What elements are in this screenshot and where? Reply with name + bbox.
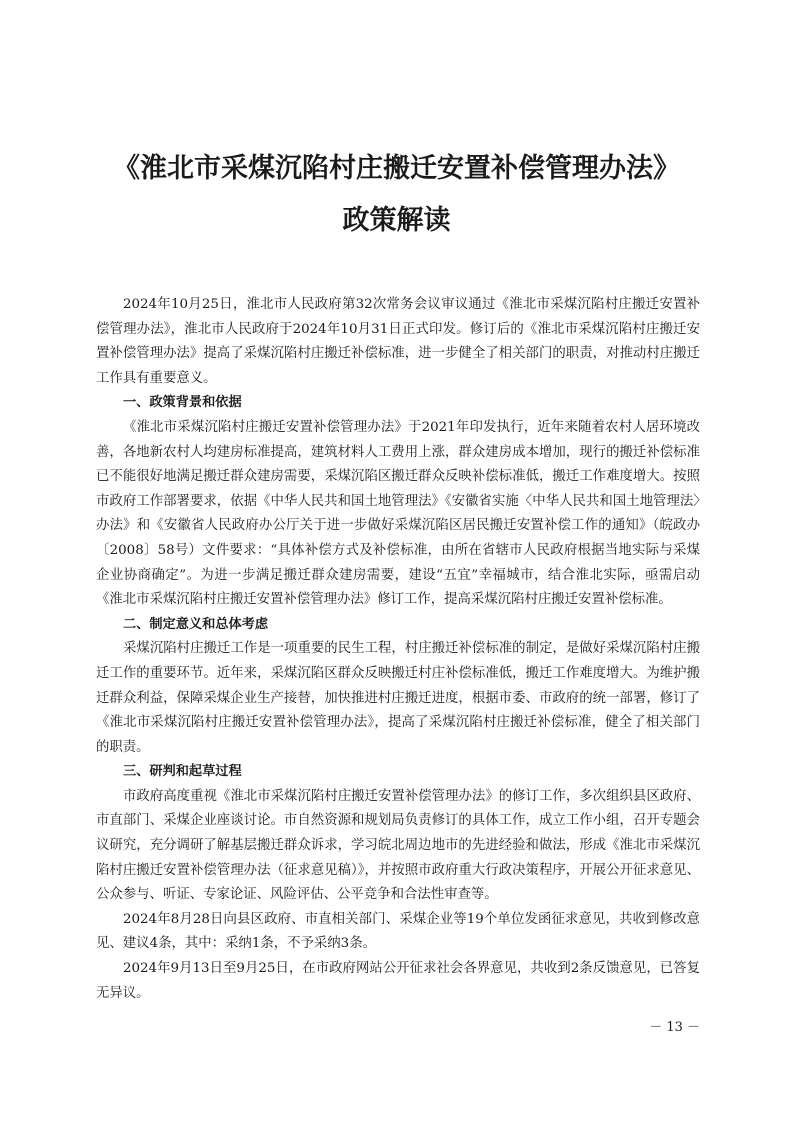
document-body: [96, 293, 700, 1006]
section-heading-background: 一、政策背景和依据: [123, 395, 242, 411]
document-title: 《淮北市采煤沉陷村庄搬迁安置补偿管理办法》: [113, 153, 680, 184]
section-paragraph: 采煤沉陷村庄搬迁工作是一项重要的民生工程，村庄搬迁补偿标准的制定，是做好采煤沉陷村庄搬迁工作的重要环节。近年来，采煤沉陷区群众反映搬迁村庄补偿标准低，搬迁工作难度增大。为维护搬迁群众利益，保障采煤企业生产接替，加快推进村庄搬迁进度，根据市委、市政府的统一部署，修订了《淮北市采煤沉陷村庄搬迁安置补偿管理办法》，提高了采煤沉陷村庄搬迁补偿标准，健全了相关部门的职责。: [96, 641, 700, 755]
section-heading-drafting: 三、研判和起草过程: [123, 764, 242, 780]
intro-paragraph: 2024年10月25日，淮北市人民政府第32次常务会议审议通过《淮北市采煤沉陷村庄搬迁安置补偿管理办法》，淮北市人民政府于2024年10月31日正式印发。修订后的《淮北市采煤沉陷村庄搬迁安置补偿管理办法》提高了采煤沉陷村庄搬迁补偿标准，进一步健全了相关部门的职责，对推动村庄搬迁工作具有重要意义。: [96, 297, 700, 386]
section-paragraph: 2024年9月13日至9月25日，在市政府网站公开征求社会各界意见，共收到2条反馈意见，已答复无异议。: [96, 961, 700, 1001]
section-heading-significance: 二、制定意义和总体考虑: [123, 616, 269, 632]
page-number: － 13 －: [649, 1020, 700, 1035]
section-paragraph: 市政府高度重视《淮北市采煤沉陷村庄搬迁安置补偿管理办法》的修订工作，多次组织县区政府、市直部门、采煤企业座谈讨论。市自然资源和规划局负责修订的具体工作，成立工作小组，召开专题会议研究，充分调研了解基层搬迁群众诉求，学习皖北周边地市的先进经验和做法，形成《淮北市采煤沉陷村庄搬迁安置补偿管理办法（征求意见稿）》，并按照市政府重大行政决策程序，开展公开征求意见、公众参与、听证、专家论证、风险评估、公平竞争和合法性审查等。: [96, 788, 700, 903]
document-subtitle: 政策解读: [342, 205, 451, 236]
section-paragraph: 2024年8月28日向县区政府、市直相关部门、采煤企业等19个单位发函征求意见，共收到修改意见、建议4条，其中：采纳1条，不予采纳3条。: [96, 911, 700, 952]
section-paragraph: 《淮北市采煤沉陷村庄搬迁安置补偿管理办法》于2021年印发执行，近年来随着农村人居环境改善，各地新农村人均建房标准提高，建筑材料人工费用上涨，群众建房成本增加，现行的搬迁补偿标准已不能很好地满足搬迁群众建房需要，采煤沉陷区搬迁群众反映补偿标准低，搬迁工作难度增大。按照市政府工作部署要求，依据《中华人民共和国土地管理法》《安徽省实施〈中华人民共和国土地管理法〉办法》和《安徽省人民政府办公厅关于进一步做好采煤沉陷区居民搬迁安置补偿工作的通知》（皖政办〔2008〕58号）文件要求：“具体补偿方式及补偿标准，由所在省辖市人民政府根据当地实际与采煤企业协商确定”。为进一步满足搬迁群众建房需要，建设“五宜”幸福城市，结合淮北实际，亟需启动《淮北市采煤沉陷村庄搬迁安置补偿管理办法》修订工作，提高采煤沉陷村庄搬迁安置补偿标准。: [96, 419, 700, 608]
